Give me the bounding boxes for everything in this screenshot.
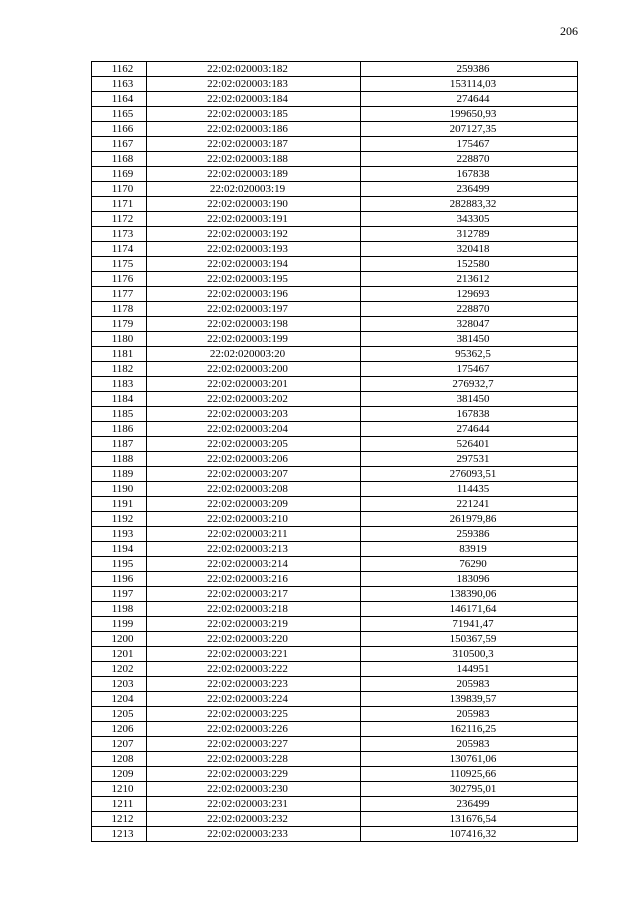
row-number-cell: 1173 — [92, 227, 147, 242]
cadastral-number-cell: 22:02:020003:187 — [147, 137, 361, 152]
table-row — [92, 497, 578, 512]
cadastral-number-cell: 22:02:020003:189 — [147, 167, 361, 182]
row-number-cell: 1191 — [92, 497, 147, 512]
table-row — [92, 737, 578, 752]
cadastral-number-cell: 22:02:020003:208 — [147, 482, 361, 497]
cadastral-number-cell: 22:02:020003:227 — [147, 737, 361, 752]
table-body — [92, 62, 578, 842]
table-row — [92, 167, 578, 182]
cadastral-number-cell: 22:02:020003:224 — [147, 692, 361, 707]
value-cell: 129693 — [361, 287, 578, 302]
table-row — [92, 767, 578, 782]
table-row — [92, 122, 578, 137]
value-cell: 153114,03 — [361, 77, 578, 92]
row-number-cell: 1180 — [92, 332, 147, 347]
cadastral-number-cell: 22:02:020003:213 — [147, 542, 361, 557]
row-number-cell: 1210 — [92, 782, 147, 797]
value-cell: 139839,57 — [361, 692, 578, 707]
table-row — [92, 332, 578, 347]
row-number-cell: 1179 — [92, 317, 147, 332]
table-row — [92, 407, 578, 422]
table-row — [92, 347, 578, 362]
row-number-cell: 1188 — [92, 452, 147, 467]
row-number-cell: 1196 — [92, 572, 147, 587]
value-cell: 328047 — [361, 317, 578, 332]
table-row — [92, 527, 578, 542]
cadastral-number-cell: 22:02:020003:230 — [147, 782, 361, 797]
value-cell: 183096 — [361, 572, 578, 587]
value-cell: 343305 — [361, 212, 578, 227]
value-cell: 162116,25 — [361, 722, 578, 737]
row-number-cell: 1172 — [92, 212, 147, 227]
value-cell: 312789 — [361, 227, 578, 242]
table-row — [92, 257, 578, 272]
value-cell: 274644 — [361, 92, 578, 107]
cadastral-number-cell: 22:02:020003:192 — [147, 227, 361, 242]
cadastral-number-cell: 22:02:020003:233 — [147, 827, 361, 842]
table-row — [92, 587, 578, 602]
table-row — [92, 287, 578, 302]
value-cell: 221241 — [361, 497, 578, 512]
table-row — [92, 182, 578, 197]
value-cell: 167838 — [361, 407, 578, 422]
value-cell: 297531 — [361, 452, 578, 467]
cadastral-number-cell: 22:02:020003:211 — [147, 527, 361, 542]
table-row — [92, 92, 578, 107]
value-cell: 259386 — [361, 62, 578, 77]
cadastral-number-cell: 22:02:020003:200 — [147, 362, 361, 377]
value-cell: 526401 — [361, 437, 578, 452]
cadastral-number-cell: 22:02:020003:194 — [147, 257, 361, 272]
table-row — [92, 722, 578, 737]
row-number-cell: 1204 — [92, 692, 147, 707]
value-cell: 228870 — [361, 302, 578, 317]
cadastral-number-cell: 22:02:020003:217 — [147, 587, 361, 602]
page-number: 206 — [560, 24, 578, 38]
cadastral-number-cell: 22:02:020003:197 — [147, 302, 361, 317]
table-row — [92, 422, 578, 437]
row-number-cell: 1176 — [92, 272, 147, 287]
row-number-cell: 1212 — [92, 812, 147, 827]
value-cell: 320418 — [361, 242, 578, 257]
table-row — [92, 827, 578, 842]
row-number-cell: 1164 — [92, 92, 147, 107]
cadastral-number-cell: 22:02:020003:204 — [147, 422, 361, 437]
table-row — [92, 677, 578, 692]
row-number-cell: 1178 — [92, 302, 147, 317]
row-number-cell: 1193 — [92, 527, 147, 542]
cadastral-number-cell: 22:02:020003:214 — [147, 557, 361, 572]
value-cell: 144951 — [361, 662, 578, 677]
value-cell: 205983 — [361, 677, 578, 692]
table-row — [92, 242, 578, 257]
table-row — [92, 542, 578, 557]
cadastral-number-cell: 22:02:020003:191 — [147, 212, 361, 227]
value-cell: 175467 — [361, 362, 578, 377]
row-number-cell: 1187 — [92, 437, 147, 452]
table-row — [92, 107, 578, 122]
cadastral-number-cell: 22:02:020003:186 — [147, 122, 361, 137]
table-row — [92, 602, 578, 617]
row-number-cell: 1165 — [92, 107, 147, 122]
row-number-cell: 1198 — [92, 602, 147, 617]
table-row — [92, 212, 578, 227]
value-cell: 310500,3 — [361, 647, 578, 662]
value-cell: 150367,59 — [361, 632, 578, 647]
row-number-cell: 1186 — [92, 422, 147, 437]
table-row — [92, 137, 578, 152]
table-row — [92, 482, 578, 497]
cadastral-number-cell: 22:02:020003:193 — [147, 242, 361, 257]
row-number-cell: 1185 — [92, 407, 147, 422]
value-cell: 205983 — [361, 707, 578, 722]
row-number-cell: 1190 — [92, 482, 147, 497]
cadastral-number-cell: 22:02:020003:223 — [147, 677, 361, 692]
value-cell: 76290 — [361, 557, 578, 572]
row-number-cell: 1192 — [92, 512, 147, 527]
value-cell: 107416,32 — [361, 827, 578, 842]
value-cell: 95362,5 — [361, 347, 578, 362]
cadastral-number-cell: 22:02:020003:216 — [147, 572, 361, 587]
row-number-cell: 1168 — [92, 152, 147, 167]
value-cell: 175467 — [361, 137, 578, 152]
row-number-cell: 1189 — [92, 467, 147, 482]
row-number-cell: 1163 — [92, 77, 147, 92]
value-cell: 207127,35 — [361, 122, 578, 137]
cadastral-number-cell: 22:02:020003:188 — [147, 152, 361, 167]
cadastral-number-cell: 22:02:020003:184 — [147, 92, 361, 107]
table-row — [92, 692, 578, 707]
table-row — [92, 647, 578, 662]
table-row — [92, 797, 578, 812]
row-number-cell: 1208 — [92, 752, 147, 767]
table-row — [92, 62, 578, 77]
cadastral-number-cell: 22:02:020003:196 — [147, 287, 361, 302]
cadastral-number-cell: 22:02:020003:190 — [147, 197, 361, 212]
cadastral-number-cell: 22:02:020003:207 — [147, 467, 361, 482]
row-number-cell: 1197 — [92, 587, 147, 602]
value-cell: 83919 — [361, 542, 578, 557]
table-row — [92, 572, 578, 587]
row-number-cell: 1183 — [92, 377, 147, 392]
table-row — [92, 392, 578, 407]
value-cell: 146171,64 — [361, 602, 578, 617]
cadastral-number-cell: 22:02:020003:228 — [147, 752, 361, 767]
cadastral-number-cell: 22:02:020003:218 — [147, 602, 361, 617]
row-number-cell: 1181 — [92, 347, 147, 362]
value-cell: 276093,51 — [361, 467, 578, 482]
value-cell: 274644 — [361, 422, 578, 437]
value-cell: 381450 — [361, 392, 578, 407]
cadastral-number-cell: 22:02:020003:225 — [147, 707, 361, 722]
cadastral-value-table — [91, 61, 578, 842]
value-cell: 228870 — [361, 152, 578, 167]
row-number-cell: 1200 — [92, 632, 147, 647]
cadastral-number-cell: 22:02:020003:226 — [147, 722, 361, 737]
table-row — [92, 317, 578, 332]
value-cell: 167838 — [361, 167, 578, 182]
value-cell: 236499 — [361, 182, 578, 197]
table-row — [92, 617, 578, 632]
table-row — [92, 512, 578, 527]
table-row — [92, 632, 578, 647]
value-cell: 152580 — [361, 257, 578, 272]
row-number-cell: 1209 — [92, 767, 147, 782]
value-cell: 205983 — [361, 737, 578, 752]
cadastral-number-cell: 22:02:020003:201 — [147, 377, 361, 392]
row-number-cell: 1211 — [92, 797, 147, 812]
table-row — [92, 467, 578, 482]
cadastral-number-cell: 22:02:020003:198 — [147, 317, 361, 332]
table-row — [92, 437, 578, 452]
value-cell: 131676,54 — [361, 812, 578, 827]
table-row — [92, 707, 578, 722]
row-number-cell: 1203 — [92, 677, 147, 692]
row-number-cell: 1184 — [92, 392, 147, 407]
cadastral-number-cell: 22:02:020003:20 — [147, 347, 361, 362]
cadastral-number-cell: 22:02:020003:221 — [147, 647, 361, 662]
table-row — [92, 812, 578, 827]
cadastral-number-cell: 22:02:020003:182 — [147, 62, 361, 77]
row-number-cell: 1182 — [92, 362, 147, 377]
table-row — [92, 452, 578, 467]
cadastral-number-cell: 22:02:020003:183 — [147, 77, 361, 92]
cadastral-number-cell: 22:02:020003:229 — [147, 767, 361, 782]
row-number-cell: 1171 — [92, 197, 147, 212]
value-cell: 213612 — [361, 272, 578, 287]
table-row — [92, 782, 578, 797]
cadastral-number-cell: 22:02:020003:232 — [147, 812, 361, 827]
value-cell: 199650,93 — [361, 107, 578, 122]
row-number-cell: 1206 — [92, 722, 147, 737]
cadastral-number-cell: 22:02:020003:203 — [147, 407, 361, 422]
value-cell: 282883,32 — [361, 197, 578, 212]
cadastral-number-cell: 22:02:020003:202 — [147, 392, 361, 407]
value-cell: 110925,66 — [361, 767, 578, 782]
table-row — [92, 272, 578, 287]
value-cell: 71941,47 — [361, 617, 578, 632]
row-number-cell: 1194 — [92, 542, 147, 557]
value-cell: 381450 — [361, 332, 578, 347]
table-row — [92, 752, 578, 767]
cadastral-number-cell: 22:02:020003:222 — [147, 662, 361, 677]
cadastral-number-cell: 22:02:020003:185 — [147, 107, 361, 122]
value-cell: 130761,06 — [361, 752, 578, 767]
row-number-cell: 1167 — [92, 137, 147, 152]
table-row — [92, 77, 578, 92]
table-row — [92, 227, 578, 242]
cadastral-number-cell: 22:02:020003:231 — [147, 797, 361, 812]
table-row — [92, 197, 578, 212]
value-cell: 259386 — [361, 527, 578, 542]
cadastral-number-cell: 22:02:020003:199 — [147, 332, 361, 347]
row-number-cell: 1207 — [92, 737, 147, 752]
value-cell: 138390,06 — [361, 587, 578, 602]
table-row — [92, 377, 578, 392]
value-cell: 261979,86 — [361, 512, 578, 527]
value-cell: 236499 — [361, 797, 578, 812]
row-number-cell: 1169 — [92, 167, 147, 182]
cadastral-number-cell: 22:02:020003:19 — [147, 182, 361, 197]
cadastral-number-cell: 22:02:020003:210 — [147, 512, 361, 527]
cadastral-number-cell: 22:02:020003:205 — [147, 437, 361, 452]
cadastral-number-cell: 22:02:020003:195 — [147, 272, 361, 287]
table-row — [92, 662, 578, 677]
table-row — [92, 152, 578, 167]
row-number-cell: 1201 — [92, 647, 147, 662]
cadastral-number-cell: 22:02:020003:219 — [147, 617, 361, 632]
row-number-cell: 1162 — [92, 62, 147, 77]
row-number-cell: 1202 — [92, 662, 147, 677]
value-cell: 302795,01 — [361, 782, 578, 797]
value-cell: 114435 — [361, 482, 578, 497]
row-number-cell: 1195 — [92, 557, 147, 572]
row-number-cell: 1205 — [92, 707, 147, 722]
row-number-cell: 1174 — [92, 242, 147, 257]
table-row — [92, 557, 578, 572]
table-row — [92, 362, 578, 377]
cadastral-number-cell: 22:02:020003:209 — [147, 497, 361, 512]
table-row — [92, 302, 578, 317]
row-number-cell: 1166 — [92, 122, 147, 137]
cadastral-number-cell: 22:02:020003:206 — [147, 452, 361, 467]
row-number-cell: 1213 — [92, 827, 147, 842]
row-number-cell: 1175 — [92, 257, 147, 272]
row-number-cell: 1170 — [92, 182, 147, 197]
cadastral-number-cell: 22:02:020003:220 — [147, 632, 361, 647]
value-cell: 276932,7 — [361, 377, 578, 392]
row-number-cell: 1199 — [92, 617, 147, 632]
row-number-cell: 1177 — [92, 287, 147, 302]
